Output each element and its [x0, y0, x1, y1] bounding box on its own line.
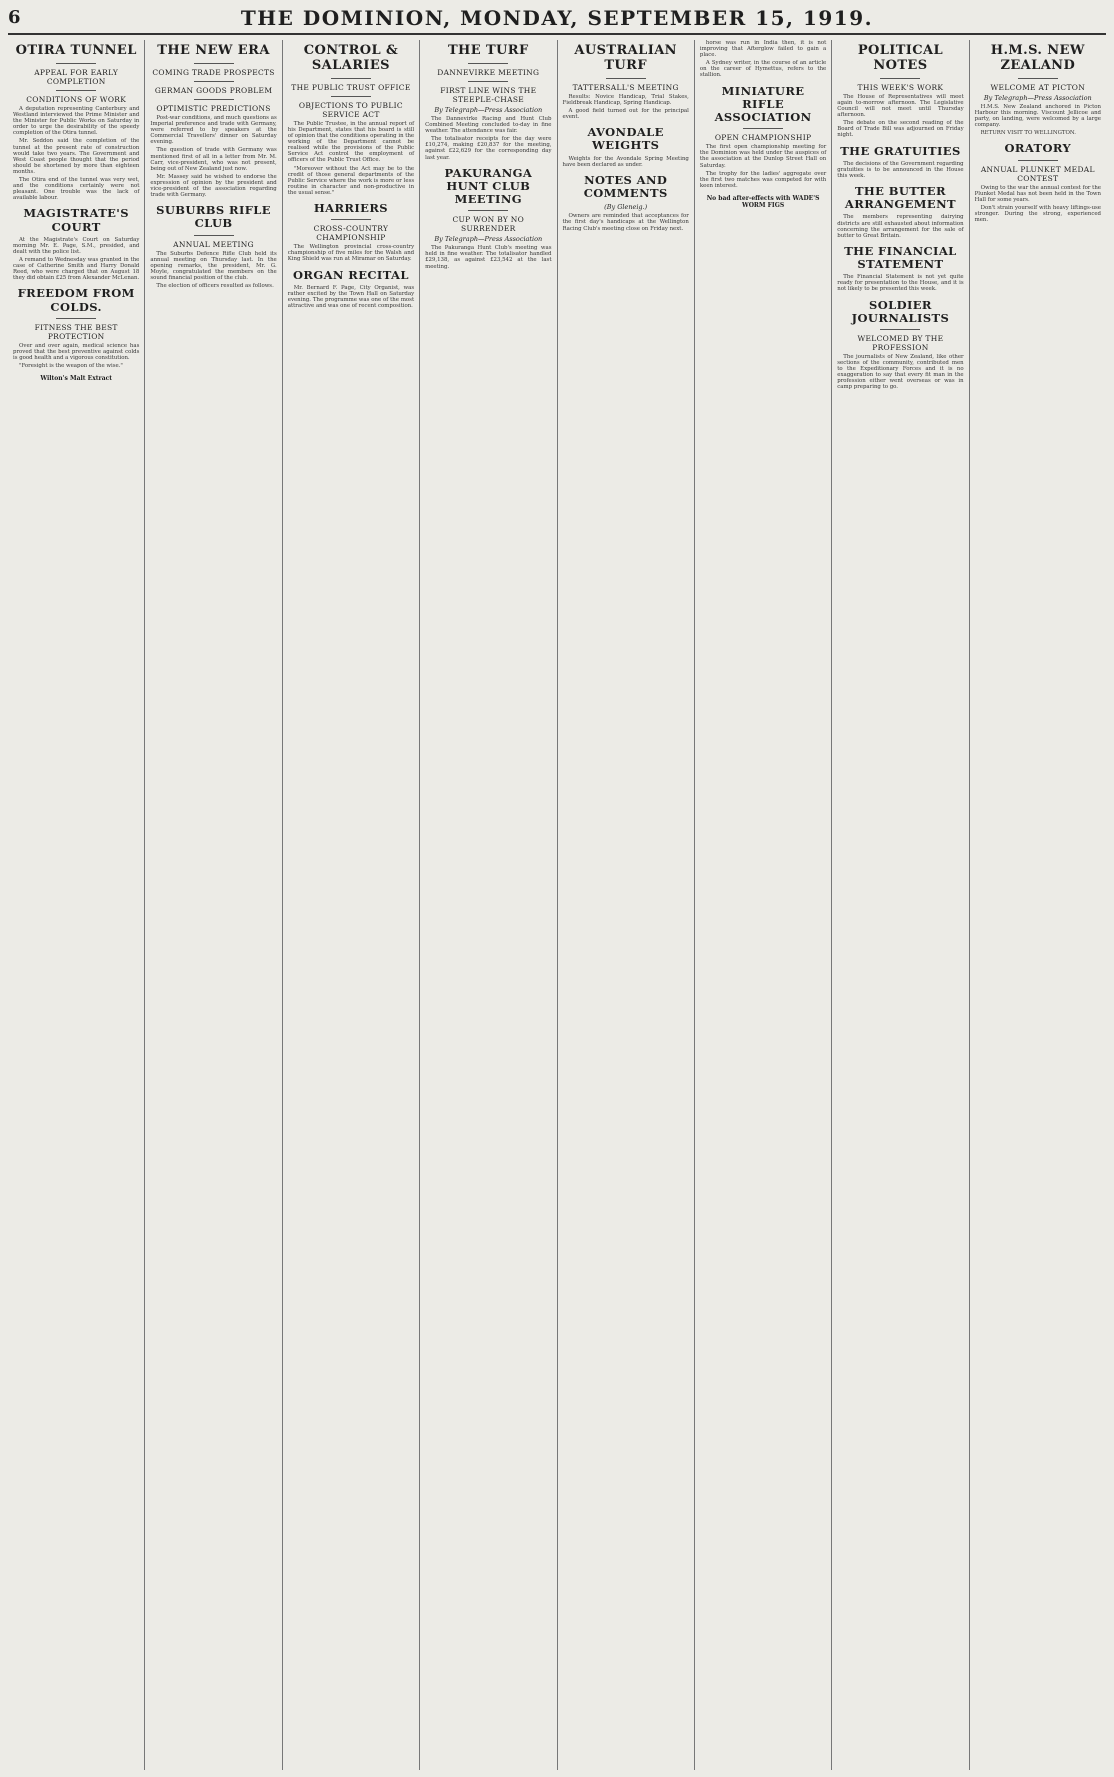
- paragraph: horse was run in India then, it is not improving that Afterglow failed to gain a place.: [699, 40, 827, 59]
- divider: [743, 128, 783, 129]
- advertisement: Wilton's Malt Extract: [40, 375, 113, 383]
- article-body: [288, 244, 414, 262]
- paragraph: Owing to the war the annual contest for the Plunket Medal has not been held in the Town Hall for some years.: [974, 184, 1101, 203]
- subheadline: ANNUAL MEETING: [173, 239, 254, 249]
- article-body: [288, 121, 414, 196]
- page-columns: [8, 40, 1106, 1770]
- article: [13, 207, 139, 281]
- article-body: [700, 144, 826, 189]
- article: [288, 202, 414, 263]
- divider: [880, 78, 920, 79]
- divider: [880, 329, 920, 330]
- article: [288, 44, 414, 196]
- paragraph: A remand to Wednesday was granted in the case of Catherine Smith and Harry Donald Reed, who were charged that on August 18 they did obtain £25 from Alexander McLenan.: [13, 257, 140, 282]
- article: [700, 40, 826, 79]
- paragraph: "Foresight is the weapon of the wise.": [19, 363, 123, 370]
- column-4: [420, 40, 557, 1770]
- article: [13, 287, 139, 369]
- divider: [56, 63, 96, 64]
- article: [563, 174, 689, 232]
- paragraph: A deputation representing Canterbury and Westland interviewed the Prime Minister and the Minister for Public Works on Saturday in order to urge the desirability of the speedy completion of the Otira tunnel.: [13, 105, 140, 137]
- paragraph: A Sydney writer, in the course of an article on the career of Hymettus, refers to the stallion.: [699, 60, 827, 79]
- article-body: [837, 214, 963, 238]
- headline: NOTES AND COMMENTS: [583, 172, 668, 201]
- column-1: [8, 40, 145, 1770]
- subheadline: OBJECTIONS TO PUBLIC SERVICE ACT: [298, 100, 403, 119]
- article-body: [837, 354, 963, 391]
- paragraph: Mr. Seddon said the completion of the tunnel at the present rate of construction would take two years. The Government and West Coast people thought that the period should be shortened by more than eighteen months.: [13, 138, 140, 175]
- paragraph: The Public Trustee, in the annual report of his Department, states that his board is still of opinion that the conditions operating in the working of the Department cannot be realised while the provisions of the Public Service Act control the employment of officers of the Public Trust Office.: [287, 120, 415, 164]
- subheadline: ANNUAL PLUNKET MEDAL CONTEST: [980, 164, 1095, 183]
- column-8: [970, 40, 1106, 1770]
- article: [700, 85, 826, 189]
- paragraph: The totalisator receipts for the day were £10,274, making £20,837 for the meeting, against £22,629 for the corresponding day last year.: [425, 136, 552, 161]
- masthead-rule: [8, 33, 1106, 35]
- divider: [331, 96, 371, 97]
- article-body: [975, 185, 1101, 224]
- paragraph: "Moreover without the Act may be to the credit of those general departments of the Public Service where the work is more or less routine in character and non-productive in the usual sense.": [287, 165, 415, 196]
- paragraph: Owners are reminded that acceptances for the first day's handicaps at the Wellington Racing Club's meeting close on Friday next.: [562, 213, 689, 232]
- article-body: [13, 106, 139, 201]
- paragraph: Don't strain yourself with heavy liftings-use stronger. During the strong, experienced men.: [974, 204, 1101, 224]
- headline: OTIRA TUNNEL: [15, 43, 137, 58]
- headline: CONTROL & SALARIES: [303, 43, 399, 73]
- divider: [56, 90, 96, 91]
- article-body: [563, 156, 689, 168]
- article: [13, 44, 139, 201]
- article: [837, 245, 963, 293]
- paragraph: The trophy for the ladies' aggregate over the first two matches was competed for with keen interest.: [699, 170, 827, 189]
- divider: [194, 235, 234, 236]
- column-5: [558, 40, 695, 1770]
- subheadline: APPEAL FOR EARLY COMPLETION: [34, 67, 119, 86]
- article-body: [837, 94, 963, 139]
- subheadline: THE PUBLIC TRUST OFFICE: [291, 82, 411, 92]
- headline: AVONDALE WEIGHTS: [587, 125, 664, 153]
- byline: By Telegraph—Press Association: [434, 235, 543, 244]
- article: [150, 204, 276, 289]
- article: [150, 44, 276, 198]
- subheadline: CUP WON BY NO SURRENDER: [452, 215, 525, 234]
- divider: [331, 219, 371, 220]
- paragraph: The House of Representatives will meet again to-morrow afternoon. The Legislative Council will not meet until Thursday afternoon.: [837, 93, 964, 119]
- paragraph: The question of trade with Germany was mentioned first of all in a letter from Mr. M. Carr, vice-president, who was not present, being out of New Zealand just now.: [150, 147, 277, 172]
- article: [837, 185, 963, 239]
- headline: ORGAN RECITAL: [293, 267, 409, 282]
- article: [563, 126, 689, 168]
- paragraph: Weights for the Avondale Spring Meeting have been declared as under.: [562, 155, 689, 168]
- subheadline: OPTIMISTIC PREDICTIONS: [156, 103, 271, 113]
- page-number: 6: [8, 7, 21, 28]
- divider: [331, 78, 371, 79]
- headline: THE TURF: [447, 43, 529, 58]
- subheadline: DANNEVIRKE MEETING: [437, 67, 540, 77]
- paper-title: THE DOMINION, MONDAY, SEPTEMBER 15, 1919.: [240, 6, 874, 30]
- column-6: [695, 40, 832, 1770]
- divider: [606, 78, 646, 79]
- article: [837, 44, 963, 139]
- subheadline: THIS WEEK'S WORK: [857, 82, 944, 92]
- divider: [194, 81, 234, 82]
- paragraph: A good field turned out for the principal event.: [562, 108, 689, 121]
- headline: HARRIERS: [313, 201, 388, 215]
- subheadline: COMING TRADE PROSPECTS: [152, 67, 275, 77]
- article-body: [837, 274, 963, 292]
- headline: THE NEW ERA: [157, 43, 270, 58]
- headline: THE GRATUITIES: [840, 143, 961, 158]
- divider: [468, 210, 508, 211]
- article-body: [975, 104, 1101, 136]
- subheadline: FIRST LINE WINS THE STEEPLE-CHASE: [440, 85, 537, 104]
- paragraph: Mr. Massey said he wished to endorse the expression of opinion by the president and vice-president of the association regarding trade with Germany.: [150, 173, 277, 199]
- headline: ORATORY: [1004, 141, 1072, 156]
- headline: POLITICAL NOTES: [857, 43, 944, 73]
- article-body: [150, 115, 276, 198]
- paragraph: The journalists of New Zealand, like other sections of the community, contributed men to the Expeditionary Forces and it is no exaggeration to say that every fit man in the profession either went overseas or was in camp preparing to go.: [837, 354, 964, 391]
- article: [837, 299, 963, 391]
- article: [288, 269, 414, 310]
- paragraph: The Financial Statement is not yet quite ready for presentation to the House, and it is not likely to be presented this week.: [837, 274, 964, 293]
- article-body: [13, 343, 139, 369]
- paragraph: The Wellington provincial cross-country championship of five miles for the Walsh and King Shield was run at Miramar on Saturday.: [287, 244, 415, 263]
- headline: H.M.S. NEW ZEALAND: [990, 43, 1085, 73]
- article-body: [425, 116, 551, 161]
- paragraph: Post-war conditions, and much questions as Imperial preference and trade with Germany, were referred to by speakers at the Commercial Travellers' dinner on Saturday evening.: [150, 114, 277, 146]
- headline: AUSTRALIAN TURF: [574, 43, 677, 73]
- article: [563, 44, 689, 120]
- advertisement: No bad after-effects with WADE'S WORM FIGS: [706, 194, 820, 210]
- article-body: [288, 285, 414, 309]
- paragraph: The debate on the second reading of the Board of Trade Bill was adjourned on Friday night.: [837, 120, 964, 139]
- paragraph: RETURN VISIT TO WELLINGTON.: [980, 130, 1077, 137]
- divider: [56, 318, 96, 319]
- article-body: [13, 237, 139, 282]
- article-body: [700, 40, 826, 79]
- headline: SOLDIER JOURNALISTS: [851, 297, 950, 325]
- divider: [194, 99, 234, 100]
- article: [975, 44, 1101, 136]
- subheadline: GERMAN GOODS PROBLEM: [154, 85, 273, 95]
- headline: MINIATURE RIFLE ASSOCIATION: [714, 83, 812, 124]
- paragraph: The Suburbs Defence Rifle Club held its annual meeting on Thursday last. In the opening remarks, the president, Mr. G. Moyle, congratulated the members on the sound financial position of the club.: [150, 250, 277, 281]
- paragraph: At the Magistrate's Court on Saturday morning Mr. E. Page, S.M., presided, and dealt with the police list.: [13, 236, 140, 255]
- paragraph: The Otira end of the tunnel was very wet, and the conditions certainly were not pleasant. One trouble was the lack of available labour.: [13, 176, 140, 202]
- headline: THE BUTTER ARRANGEMENT: [844, 184, 956, 212]
- column-3: [283, 40, 420, 1770]
- paragraph: Mr. Bernard F. Page, City Organist, was rather excited by the Town Hall on Saturday evening. The programme was one of the most attractive and was one of recent composition.: [287, 284, 415, 309]
- subheadline: WELCOMED BY THE PROFESSION: [857, 334, 944, 352]
- article: [425, 167, 551, 270]
- article-body: [563, 213, 689, 231]
- headline: FREEDOM FROM COLDS.: [17, 286, 135, 314]
- subheadline: CONDITIONS OF WORK: [26, 94, 127, 104]
- article-body: [563, 94, 689, 120]
- paragraph: The election of officers resulted as follows.: [156, 283, 274, 290]
- divider: [468, 81, 508, 82]
- paragraph: The decisions of the Government regarding gratuities is to be announced in the House this week.: [837, 160, 964, 179]
- headline: PAKURANGA HUNT CLUB MEETING: [444, 165, 533, 207]
- subheadline: CROSS-COUNTRY CHAMPIONSHIP: [313, 224, 389, 243]
- paragraph: The first open championship meeting for the Dominion was held under the auspices of the association at the Dunlop Street Hall on Saturday.: [699, 144, 827, 169]
- subheadline: TATTERSALL'S MEETING: [572, 82, 679, 92]
- paragraph: H.M.S. New Zealand anchored in Picton Harbour this morning. Viscount Jellicoe and party, on landing, were welcomed by a large company.: [974, 103, 1101, 129]
- divider: [1018, 160, 1058, 161]
- subheadline: WELCOME AT PICTON: [990, 82, 1086, 92]
- masthead: [8, 6, 1106, 32]
- subheadline: OPEN CHAMPIONSHIP: [714, 133, 812, 143]
- paragraph: The Dannevirke Racing and Hunt Club Combined Meeting concluded to-day in fine weather. The attendance was fair.: [425, 115, 552, 135]
- article: [425, 44, 551, 161]
- subheadline: FITNESS THE BEST PROTECTION: [34, 322, 118, 341]
- article: [975, 142, 1101, 223]
- paragraph: The Pakuranga Hunt Club's meeting was held in fine weather. The totalisator handled £29,138, as against £23,542 at the last meeting.: [425, 245, 552, 270]
- divider: [1018, 78, 1058, 79]
- divider: [468, 63, 508, 64]
- byline: (By Gleneig.): [604, 203, 648, 212]
- paragraph: Over and over again, medical science has proved that the best preventive against colds is good health and a vigorous constitution.: [13, 342, 140, 362]
- paragraph: The members representing dairying districts are still exhausted about information concerning the arrangement for the sale of butter to Great Britain.: [837, 214, 964, 239]
- article-body: [837, 161, 963, 179]
- divider: [194, 63, 234, 64]
- byline: By Telegraph—Press Association: [983, 93, 1092, 102]
- article-body: [425, 245, 551, 269]
- column-7: [832, 40, 969, 1770]
- headline: MAGISTRATE'S COURT: [23, 206, 129, 234]
- article-body: [150, 251, 276, 290]
- headline: SUBURBS RIFLE CLUB: [156, 203, 271, 231]
- article: [837, 145, 963, 180]
- column-2: [145, 40, 282, 1770]
- paragraph: Results: Novice Handicap, Trial Stakes, Fieldbreak Handicap, Spring Handicap.: [562, 93, 689, 106]
- byline: By Telegraph—Press Association: [434, 105, 543, 114]
- headline: THE FINANCIAL STATEMENT: [844, 243, 957, 272]
